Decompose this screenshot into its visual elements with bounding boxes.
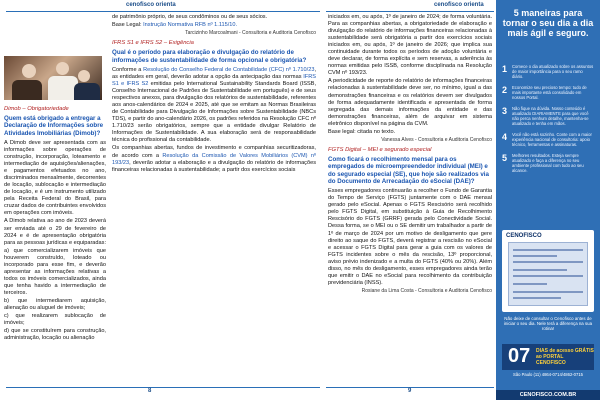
section-label: IFRS S1 e IFRS S2 – Exigência <box>112 40 194 47</box>
ad-tips-list <box>502 64 594 179</box>
ad-contact: São Paulo (11) 4864-0714/4862-0715 <box>512 372 583 377</box>
paragraph: Conforme a Resolução do Conselho Federal de Contabilidade (CFC) nº 1.710/23, as entidades em geral, deverão adotar a opção da antecipação das normas IFRS S1 e IFRS S2 emitidas pelo International Sustainability Standards Board (ISSB, Conselho Internacional de Padrões de Sustentabilidade em português) e de seus respectivos anexos, para divulgação dos relatórios de sustentabilidade, referentes aos anos-calendários de 2024 e 2025, até que se emitam as Normas Brasileiras de Contabilidade para Divulgação de Informações sobre Sustentabilidade (NBCs TDS), e partir do ano-calendário 2026, os padrões referidos na Resolução CFC nº 1.710/23 serão obrigatórios, sempre que a entidade divulgar Relatório de Informações de Sustentabilidade. A sua elaboração será de responsabilidade técnica do profissional da contabilidade. <box>112 66 316 144</box>
page-number-right: 9 <box>408 388 412 394</box>
signature: Tarcizinho Marcoalmani - Consultoria e Auditoria Cenofisco <box>185 30 316 37</box>
paragraph: Os companhias abertas, fundos de investimento e companhias securitizadoras, de acordo com a Resolução da Comissão de Valores Mobiliários (CVM) nº 193/23, deverão adotar a elaboração e a divulgação do relatório de informações financeiras relacionadas à sustentabilidade; a partir dos exercícios sociais <box>112 145 316 173</box>
page-number-left: 8 <box>148 388 152 394</box>
signature: Vanessa Alves - Consultoria e Auditoria Cenofisco <box>381 136 492 143</box>
cvm-link[interactable]: Resolução da Comissão de Valores Mobiliários (CVM) nº 193/23 <box>112 152 316 166</box>
paragraph: a) que comercializarem imóveis que houverem construído, loteado ou incorporado para esse fim, e deverão apresentar as informações relativas a todos os imóveis comercializados, ainda que tenha havido a intermediação de terceiros. <box>4 247 106 296</box>
legal-base: Base legal: citada no texto. <box>328 128 396 135</box>
ad-promo-text: Não deixe de consultar o Cenofisco antes de iniciar o seu dia. Nele terá a diferença na sua rotina! <box>503 316 593 332</box>
paragraph: de patrimônio próprio, de seus condôminos ou de seus sócios. <box>112 14 268 20</box>
signature: Rosiane da Lima Costa - Consultoria e Auditoria Cenofisco <box>361 287 492 294</box>
column-sustainability-fgts <box>328 14 492 384</box>
office-photo <box>4 56 102 100</box>
ad-tip: 3 Não fique na dúvida. Nosso conteúdo é atualizado DIARIAMENTE para que você não perca nenhum detalhe, mantenha-se atualizado e tenha em mãos. <box>502 106 589 126</box>
section-label: Dimob – Obrigatoriedade <box>4 106 69 112</box>
cenofisco-ad[interactable] <box>496 0 600 400</box>
ifrs-link[interactable]: IFRS S1 e IFRS S2 <box>112 73 316 88</box>
header-left <box>6 2 320 12</box>
free-trial-badge[interactable] <box>502 344 594 370</box>
header-brand-left: cenofisco orienta <box>126 2 176 8</box>
article-heading: Quem está obrigado a entregar a Declaração de Informações sobre Atividades Imobiliárias (Dimob)? <box>4 115 104 137</box>
resolution-link[interactable]: Resolução do Conselho Federal de Contabilidade (CFC) nº 1.710/23 <box>143 66 315 73</box>
legal-base-link[interactable]: Instrução Normativa RFB nº 1.115/10. <box>143 22 238 29</box>
ad-tip: 5 Melhores resultados. Esteja sempre atualizado e faça a diferença no seu ambiente profissional com tudo ao seu alcance. <box>502 153 584 173</box>
header-brand-right: cenofisco orienta <box>434 2 484 8</box>
trial-text: DIAS de acesso GRÁTIS ao PORTAL CENOFISCO <box>536 348 594 366</box>
article-heading: Qual é o período para elaboração e divulgação do relatório de informações de sustentabilidade de forma opcional e obrigatória? <box>112 49 307 64</box>
article-heading: Como ficará o recolhimento mensal para os empregados de microempreendedor individual (MEI) e do segurado especial (SE), que hoje são realizados via do Documento de Arrecadação do eSocial (DAE)? <box>328 156 489 185</box>
column-dimob <box>4 104 106 384</box>
paragraph: A Dimob deve ser apresentada com as informações sobre operações de construção, incorporação, loteamento e intermediação de aquisições/alienações, e pagamentos efetuados no ano, discriminados mensalmente, decorrentes de locação, sublocação e intermediação de locação, e é um instrumento utilizado pela Receita Federal do Brasil, para cruzar dados de contribuintes envolvidos em operações com imóveis. <box>4 139 106 217</box>
paragraph: Esses empregadores continuarão a recolher o Fundo de Garantia do Tempo de Serviço (FGTS) juntamente com o DAE mensal gerado pelo eSocial. Apenas o FGTS Rescisório será recolhido pelo FGTS Digital, em substituição à Guia de Recolhimento Rescisório do FGTS (GRRF) gerada pelo Conectividade Social. Dessa forma, se o MEI ou o SE demitir um trabalhador a partir de 1º de março de 2024 por um motivo de desligamento que gere direito ao saque do FGTS, deverá registrar a rescisão no eSocial e acessar o FGTS Digital para gerar a guia com os valores de FGTS incidentes sobre o mês da rescisão, 13º proporcional, aviso prévio indenizado e a multa do FGTS (40% ou 20%). Além disso, no mês do desligamento, esses empregadores ainda terão que emitir o DAE no eSocial para recolhimento da contribuição previdenciária (INSS). <box>328 188 492 286</box>
portal-screenshot <box>508 242 588 306</box>
paragraph: A periodicidade de reporte do relatório de informações financeiras relacionadas à sustentabilidade deve ser, no mínimo, igual a das demonstrações financeiras e os relatórios devem ser divulgados de forma adequadamente identificada e apresentada de forma segregada das demais informações da entidade e das demonstrações financeiras, além de arquivar em sistema eletrônico disponível na página da CVM. <box>328 78 492 127</box>
ad-tip: 2 Economize seu precioso tempo: tudo de mais importante está consolidado em nossos Portal. <box>502 85 587 100</box>
footer-rule <box>6 387 320 388</box>
portal-preview <box>502 230 594 312</box>
paragraph: c) que realizarem sublocação de imóveis; <box>4 313 106 327</box>
ad-title: 5 maneiras para tornar o seu dia a dia mais ágil e seguro. <box>502 8 594 38</box>
section-label: FGTS Digital – MEI e segurado especial <box>328 147 432 153</box>
ad-tip: 1 Comece o dia atualizado sobre os assuntos de maior importância para o seu ramo diário. <box>502 64 594 79</box>
ad-website[interactable]: CENOFISCO.COM.BR <box>496 390 600 400</box>
paragraph: b) que intermediarem aquisição, alienação ou aluguel de imóveis; <box>4 297 106 312</box>
cenofisco-logo: CENOFISCO <box>506 233 542 239</box>
legal-base: Base Legal: Instrução Normativa RFB nº 1.115/10. <box>112 22 238 29</box>
column-ifrs <box>112 14 316 384</box>
ad-tip: 4 Você não está sozinho. Conte com a maior experiência nacional de consultoria: apoio técnico, ferramentas e assinaturas. <box>502 132 592 147</box>
header-right <box>326 2 494 12</box>
paragraph: iniciados em, ou após, 1º de janeiro de 2024; de forma voluntária. Para as companhias abertas, a obrigatoriedade de elaboração e divulgação do relatório de informações financeiras relacionadas à sustentabilidade será obrigatória a partir dos exercícios sociais iniciados em, ou após, 1º de janeiro de 2026; que implica sua continuidade durante todos os períodos de adoção voluntária e deve declarar, de forma explícita e sem reservas, a aderência às normas emitidas pelo ISSB, conforme disciplinada na Resolução CVM nº 193/23. <box>328 14 492 77</box>
paragraph: A Dimob relativa ao ano de 2023 deverá ser enviada até o 29 de fevereiro de 2024 e é de apresentação obrigatória para as pessoas jurídicas e equiparadas: <box>4 218 106 246</box>
trial-days-number: 07 <box>508 345 531 367</box>
paragraph: d) que se constituírem para construção, administração, locação ou alienação <box>4 328 106 342</box>
